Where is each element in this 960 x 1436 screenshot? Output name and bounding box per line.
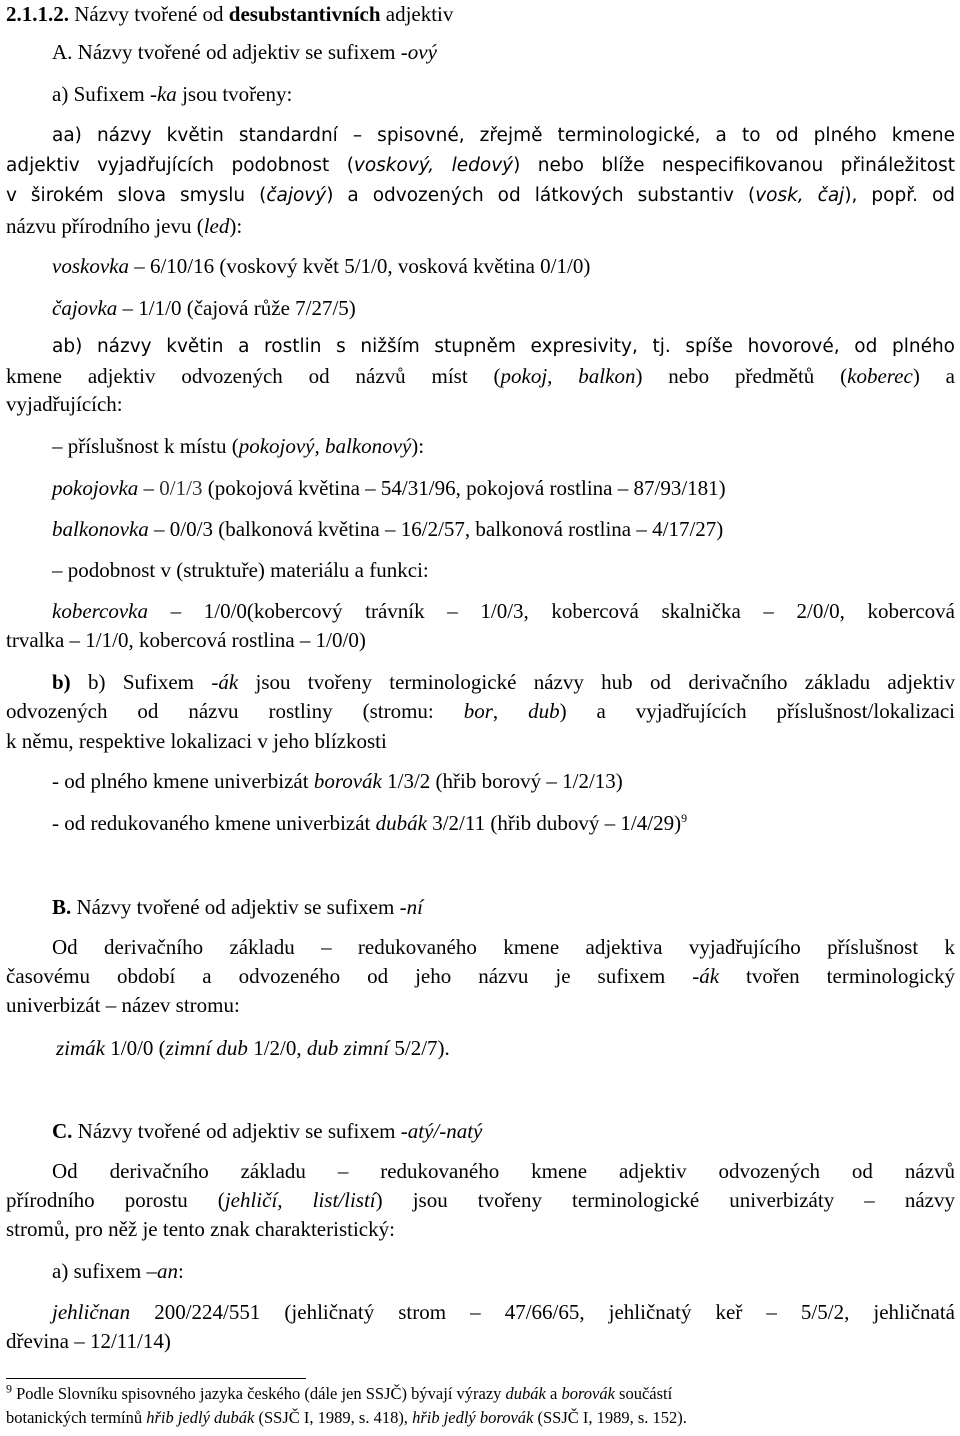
c-a-it: –an — [146, 1259, 178, 1283]
aa-example-2: čajovka – 1/1/0 (čajová růže 7/27/5) — [52, 296, 356, 320]
section-a-text: Názvy tvořené od adjektiv se sufixem — [77, 40, 396, 64]
fn-l1-pre: Podle Slovníku spisovného jazyka českého (dále jen SSJČ) bývají výrazy — [16, 1384, 502, 1403]
b2-l2-post: tvořen terminologický — [746, 964, 955, 988]
aa-l4-it: led — [203, 214, 230, 238]
b2-ex-word: zimák — [56, 1036, 105, 1060]
section-c-suffix: -atý/-natý — [400, 1119, 483, 1143]
heading-title-bold: desubstantivních — [228, 2, 381, 26]
ab-l1-text: ab) názvy květin a rostlin s nižším stupněm expresivity, tj. spíše hovorové, od plného — [52, 336, 955, 357]
b-l3-text: k němu, respektive lokalizaci v jeho blízkosti — [6, 729, 387, 753]
b-d1-post: 1/3/2 (hřib borový – 1/2/13) — [387, 769, 623, 793]
ab-line-1 — [52, 338, 955, 357]
b2-line-1 — [52, 937, 955, 958]
ab-l3-text: vyjadřujících: — [6, 392, 123, 416]
fn-l1-it1: dubák — [505, 1384, 546, 1403]
b-l2-it2: dub — [528, 699, 560, 723]
b2-ex-mid2: 1/2/0, — [253, 1036, 302, 1060]
aa-l4-post: ): — [229, 214, 243, 238]
b-l2-pre: odvozených od názvu rostliny (stromu: — [6, 699, 434, 723]
b-l1-post: jsou tvořeny terminologické názvy hub od derivačního základu adjektiv — [255, 670, 956, 694]
section-b-text: Názvy tvořené od adjektiv se sufixem — [76, 895, 395, 919]
ab-sub-1 — [52, 436, 955, 457]
aa-line-2 — [6, 157, 955, 176]
heading-number: 2.1.1.2. — [6, 2, 69, 26]
b-line-2: odvozených od názvu rostliny (stromu: bor, dub) a vyjadřujících příslušnost/lokalizaci — [6, 699, 956, 723]
aa-line-1 — [52, 127, 955, 146]
ab-ex3-l2: trvalka – 1/1/0, kobercová rostlina – 1/0/0) — [6, 628, 366, 652]
section-heading — [6, 4, 955, 25]
subsection-a-heading — [52, 84, 955, 105]
aa-ex1-rest: 6/10/16 (voskový květ 5/1/0, vosková květina 0/1/0) — [149, 254, 591, 278]
fn-l1-post: součástí — [619, 1384, 673, 1403]
ab-ex2-rest: 0/0/3 (balkonová květina – 16/2/57, balkonová rostlina – 4/17/27) — [169, 517, 724, 541]
heading-title: Názvy tvořené od — [74, 2, 224, 26]
c-l2-post: ) jsou tvořeny terminologické univerbizáty – názvy — [375, 1188, 955, 1212]
b-d2-post: 3/2/11 (hřib dubový – 1/4/29) — [432, 811, 682, 835]
b-line-1: b) b) Sufixem -ák jsou tvořeny terminologické názvy hub od derivačního základu adjektiv — [52, 670, 956, 694]
b-derivation-1 — [52, 771, 955, 792]
fn-l1-mid: a — [550, 1384, 558, 1403]
fn-l1-it2: borovák — [561, 1384, 615, 1403]
ab-ex3-word: kobercovka — [52, 599, 148, 623]
b-l1-it: -ák — [211, 670, 239, 694]
ab-l2-it1: pokoj, balkon — [500, 364, 636, 388]
section-c-title — [52, 1121, 955, 1142]
section-a-suffix: -ový — [400, 40, 437, 64]
section-c-text: Názvy tvořené od adjektiv se sufixem — [77, 1119, 396, 1143]
ab-line-3 — [6, 394, 955, 415]
aa-line-4 — [6, 216, 955, 237]
ab-example-1: pokojovka – 0/1/3 (pokojová květina – 54/31/96, pokojová rostlina – 87/93/181) — [52, 476, 726, 500]
section-c-label: C. — [52, 1119, 73, 1143]
ab-example-3: kobercovka – 1/0/0(kobercový trávník – 1/0/3, kobercová skalnička – 2/0/0, kobercová — [52, 599, 955, 623]
fn-l2-it1: hřib jedlý dubák — [146, 1408, 255, 1427]
b2-ex-mid: 1/0/0 ( — [110, 1036, 166, 1060]
c-l3-text: stromů, pro něž je tento znak charakteristický: — [6, 1217, 395, 1241]
b2-ex-end: 5/2/7). — [394, 1036, 450, 1060]
ab-sub2-text: – podobnost v (struktuře) materiálu a funkci: — [52, 558, 429, 582]
fn-l2-it2: hřib jedlý borovák — [412, 1408, 534, 1427]
a-heading-suffix: -ka — [149, 82, 177, 106]
c-line-3 — [6, 1219, 955, 1240]
aa-l1-text: aa) názvy květin standardní – spisovné, zřejmě terminologické, a to od plného kmene — [52, 125, 955, 146]
ab-l2-mid: ) nebo předmětů ( — [635, 364, 848, 388]
fn-l2-pre: botanických termínů — [6, 1408, 143, 1427]
heading-title-end: adjektiv — [385, 2, 454, 26]
c-ex-word: jehličnan — [52, 1300, 131, 1324]
b2-l3-text: univerbizát – název stromu: — [6, 993, 240, 1017]
c-sub-a: a) sufixem –an: — [52, 1259, 184, 1283]
c-l1-text: Od derivačního základu – redukovaného kmene adjektiv odvozených od názvů — [52, 1159, 955, 1183]
aa-l2-it: voskový, ledový — [353, 155, 514, 176]
aa-l4-pre: názvu přírodního jevu ( — [6, 214, 204, 238]
c-l2-pre: přírodního porostu ( — [6, 1188, 225, 1212]
ab-l2-pre: kmene adjektiv odvozených od názvů míst ( — [6, 364, 501, 388]
ab-ex1-word: pokojovka — [52, 476, 139, 500]
a-heading-pre: a) Sufixem — [52, 82, 145, 106]
b-l2-it1: bor — [463, 699, 493, 723]
aa-l3-pre: v širokém slova smyslu ( — [6, 185, 267, 206]
b2-ex-it1: zimní dub — [165, 1036, 248, 1060]
ab-sub1-post: ): — [411, 434, 425, 458]
aa-ex2-word: čajovka — [52, 296, 118, 320]
fn-l2-post: (SSJČ I, 1989, s. 152). — [537, 1408, 687, 1427]
b2-example — [56, 1038, 960, 1059]
footnote-line-1 — [6, 1381, 955, 1403]
aa-l3-post: ), popř. od — [844, 185, 956, 206]
ab-l2-it2: koberec — [847, 364, 913, 388]
footnote-rule — [6, 1378, 306, 1379]
ab-example-3-cont — [6, 630, 955, 651]
ab-ex1-rest: (pokojová květina – 54/31/96, pokojová rostlina – 87/93/181) — [207, 476, 726, 500]
c-example — [52, 1302, 955, 1323]
footnote-number: 9 — [6, 1381, 12, 1396]
aa-ex1-word: voskovka — [52, 254, 129, 278]
b-d1-pre: - od plného kmene univerbizát — [52, 769, 309, 793]
b-l1-pre: b) Sufixem — [88, 670, 194, 694]
aa-ex2-rest: 1/1/0 (čajová růže 7/27/5) — [138, 296, 356, 320]
b2-l2-pre: časovému období a odvozeného od jeho názvu je sufixem — [6, 964, 666, 988]
footnote-line-2 — [6, 1410, 955, 1427]
c-ex-rest: 200/224/551 (jehličnatý strom – 47/66/65, jehličnatý keř – 5/5/2, jehličnatá — [154, 1300, 955, 1324]
section-b-suffix: -ní — [399, 895, 423, 919]
a-heading-post: jsou tvořeny: — [182, 82, 293, 106]
ab-line-2 — [6, 366, 955, 387]
c-ex-l2: dřevina – 12/11/14) — [6, 1329, 171, 1353]
b2-line-2 — [6, 966, 955, 987]
b-d1-it: borovák — [313, 769, 382, 793]
c-l2-it: jehličí, list/listí — [224, 1188, 376, 1212]
section-a-title — [52, 42, 955, 63]
b2-l2-it: -ák — [692, 964, 720, 988]
section-b-label: B. — [52, 895, 72, 919]
b2-ex-it2: dub zimní — [306, 1036, 390, 1060]
b-line-3 — [6, 731, 955, 752]
ab-ex3-rest: 1/0/0(kobercový trávník – 1/0/3, kobercová skalnička – 2/0/0, kobercová — [203, 599, 955, 623]
ab-sub1-it: pokojový, balkonový — [238, 434, 412, 458]
b-d2-it: dubák — [375, 811, 427, 835]
b-derivation-2 — [52, 813, 955, 834]
c-line-1 — [52, 1161, 955, 1182]
aa-l3-it2: vosk, čaj — [755, 185, 845, 206]
c-a-pre: a) sufixem — [52, 1259, 142, 1283]
b-l2-post: ) a vyjadřujících příslušnost/lokalizaci — [559, 699, 956, 723]
ab-example-2: balkonovka – 0/0/3 (balkonová květina – 16/2/57, balkonová rostlina – 4/17/27) — [52, 517, 724, 541]
b2-l1-text: Od derivačního základu – redukovaného kmene adjektiva vyjadřujícího příslušnost k — [52, 935, 955, 959]
section-a-label: A. — [52, 40, 73, 64]
c-example-cont — [6, 1331, 955, 1352]
ab-l2-post: ) a — [912, 364, 955, 388]
b-d2-pre: - od redukovaného kmene univerbizát — [52, 811, 371, 835]
ab-ex1-counts: 0/1/3 — [159, 476, 203, 500]
aa-l2-post: ) nebo blíže nespecifikovanou přináležitost — [513, 155, 955, 176]
c-line-2 — [6, 1190, 955, 1211]
fn-l2-mid: (SSJČ I, 1989, s. 418), — [258, 1408, 408, 1427]
ab-sub1-pre: – příslušnost k místu ( — [52, 434, 239, 458]
aa-l3-mid: ) a odvozených od látkových substantiv ( — [326, 185, 756, 206]
ab-ex2-word: balkonovka — [52, 517, 149, 541]
aa-l2-pre: adjektiv vyjadřujících podobnost ( — [6, 155, 354, 176]
b2-line-3 — [6, 995, 955, 1016]
section-b-title — [52, 897, 955, 918]
footnote-ref[interactable]: 9 — [681, 811, 688, 825]
ab-sub-2 — [52, 560, 955, 581]
aa-line-3 — [6, 187, 955, 206]
aa-example-1: voskovka – 6/10/16 (voskový květ 5/1/0, vosková květina 0/1/0) — [52, 254, 591, 278]
aa-l3-it1: čajový — [266, 185, 327, 206]
